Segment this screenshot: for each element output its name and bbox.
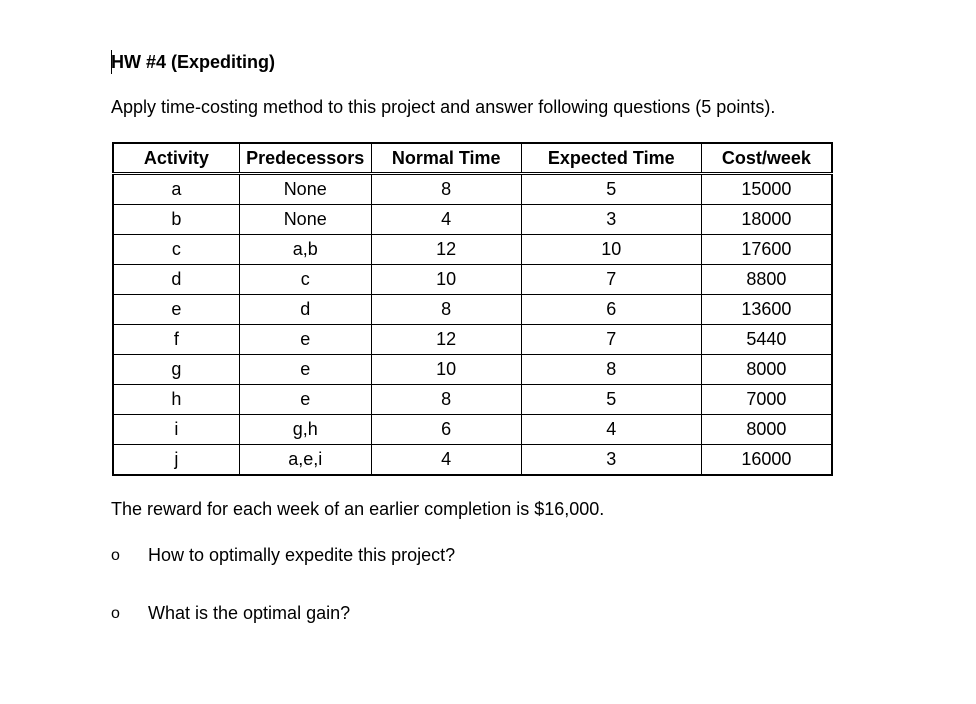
cell-activity: c	[113, 235, 239, 265]
cell-predecessors: c	[239, 265, 371, 295]
table-row	[113, 325, 832, 355]
cell-cost-week: 16000	[701, 445, 832, 476]
cell-expected-time: 7	[521, 325, 701, 355]
cell-predecessors: a,e,i	[239, 445, 371, 476]
cell-cost-week: 7000	[701, 385, 832, 415]
header-normal-time: Normal Time	[371, 143, 521, 174]
cell-cost-week: 18000	[701, 205, 832, 235]
bullet-marker: o	[111, 604, 120, 622]
reward-statement: The reward for each week of an earlier completion is $16,000.	[111, 499, 605, 519]
cell-expected-time: 4	[521, 415, 701, 445]
cell-activity: b	[113, 205, 239, 235]
table-row	[113, 445, 832, 476]
table-row	[113, 205, 832, 235]
cell-predecessors: g,h	[239, 415, 371, 445]
header-predecessors: Predecessors	[239, 143, 371, 174]
table-row	[113, 415, 832, 445]
cell-activity: j	[113, 445, 239, 476]
cell-normal-time: 6	[371, 415, 521, 445]
table-row	[113, 295, 832, 325]
cell-cost-week: 8000	[701, 355, 832, 385]
cell-cost-week: 8800	[701, 265, 832, 295]
cell-normal-time: 12	[371, 325, 521, 355]
cell-expected-time: 6	[521, 295, 701, 325]
cell-expected-time: 5	[521, 385, 701, 415]
header-activity: Activity	[113, 143, 239, 174]
cell-activity: e	[113, 295, 239, 325]
cell-expected-time: 8	[521, 355, 701, 385]
cell-activity: g	[113, 355, 239, 385]
intro-paragraph: Apply time-costing method to this project and answer following questions (5 points).	[111, 97, 776, 117]
cell-expected-time: 3	[521, 205, 701, 235]
cell-normal-time: 8	[371, 174, 521, 205]
cell-normal-time: 8	[371, 385, 521, 415]
question-text: How to optimally expedite this project?	[148, 545, 456, 565]
cell-cost-week: 8000	[701, 415, 832, 445]
table-row	[113, 385, 832, 415]
cell-predecessors: d	[239, 295, 371, 325]
cell-normal-time: 10	[371, 265, 521, 295]
cell-activity: a	[113, 174, 239, 205]
cell-activity: h	[113, 385, 239, 415]
cell-activity: i	[113, 415, 239, 445]
cell-activity: d	[113, 265, 239, 295]
cell-normal-time: 8	[371, 295, 521, 325]
cell-expected-time: 10	[521, 235, 701, 265]
cell-normal-time: 4	[371, 205, 521, 235]
question-item	[111, 603, 350, 624]
cell-cost-week: 5440	[701, 325, 832, 355]
table-row	[113, 235, 832, 265]
cell-normal-time: 10	[371, 355, 521, 385]
activity-table	[112, 142, 833, 476]
bullet-marker: o	[111, 546, 120, 564]
question-item	[111, 545, 455, 566]
question-text: What is the optimal gain?	[148, 603, 351, 623]
cell-expected-time: 5	[521, 174, 701, 205]
table-row	[113, 265, 832, 295]
cell-predecessors: None	[239, 174, 371, 205]
table-row	[113, 174, 832, 205]
header-expected-time: Expected Time	[521, 143, 701, 174]
cell-cost-week: 17600	[701, 235, 832, 265]
cell-predecessors: e	[239, 385, 371, 415]
page-title: HW #4 (Expediting)	[111, 52, 276, 72]
cell-cost-week: 13600	[701, 295, 832, 325]
cell-expected-time: 7	[521, 265, 701, 295]
cell-normal-time: 4	[371, 445, 521, 476]
table-row	[113, 355, 832, 385]
cell-predecessors: e	[239, 355, 371, 385]
cell-activity: f	[113, 325, 239, 355]
cell-expected-time: 3	[521, 445, 701, 476]
table-header-row	[113, 143, 832, 174]
header-cost-week: Cost/week	[701, 143, 832, 174]
cell-cost-week: 15000	[701, 174, 832, 205]
cell-predecessors: e	[239, 325, 371, 355]
cell-predecessors: None	[239, 205, 371, 235]
cell-normal-time: 12	[371, 235, 521, 265]
cell-predecessors: a,b	[239, 235, 371, 265]
